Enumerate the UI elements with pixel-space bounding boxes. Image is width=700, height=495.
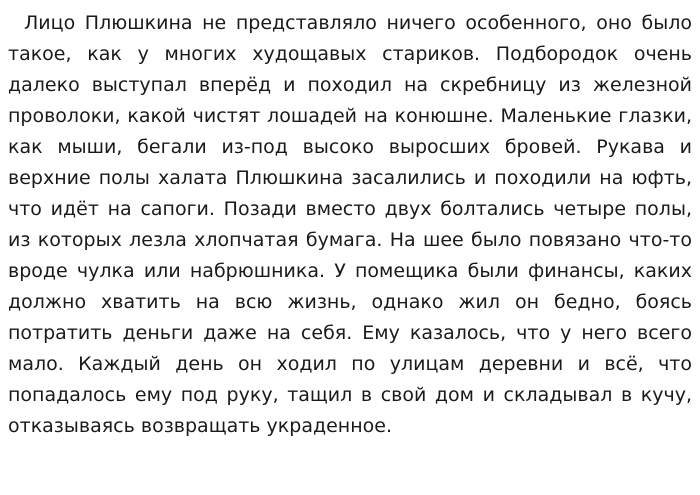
- body-paragraph: Лицо Плюшкина не представляло ничего особенного, оно было такое, как у многих худощавых стариков. Подбородок очень далеко выступал вперёд и походил на скребницу из железной проволоки, какой чистят лошадей на конюшне. Маленькие глазки, как мыши, бегали из-под высоко выросших бровей. Рукава и верхние полы халата Плюшкина засалились и походили на юфть, что идёт на сапоги. Позади вместо двух болтались четыре полы, из которых лезла хлопчатая бумага. На шее было повязано что-то вроде чулка или набрюшника. У помещика были финансы, каких должно хватить на всю жизнь, однако жил он бедно, боясь потратить деньги даже на себя. Ему казалось, что у него всего мало. Каждый день он ходил по улицам деревни и всё, что попадалось ему под руку, тащил в свой дом и складывал в кучу, отказываясь возвращать украденное.: [8, 12, 692, 437]
